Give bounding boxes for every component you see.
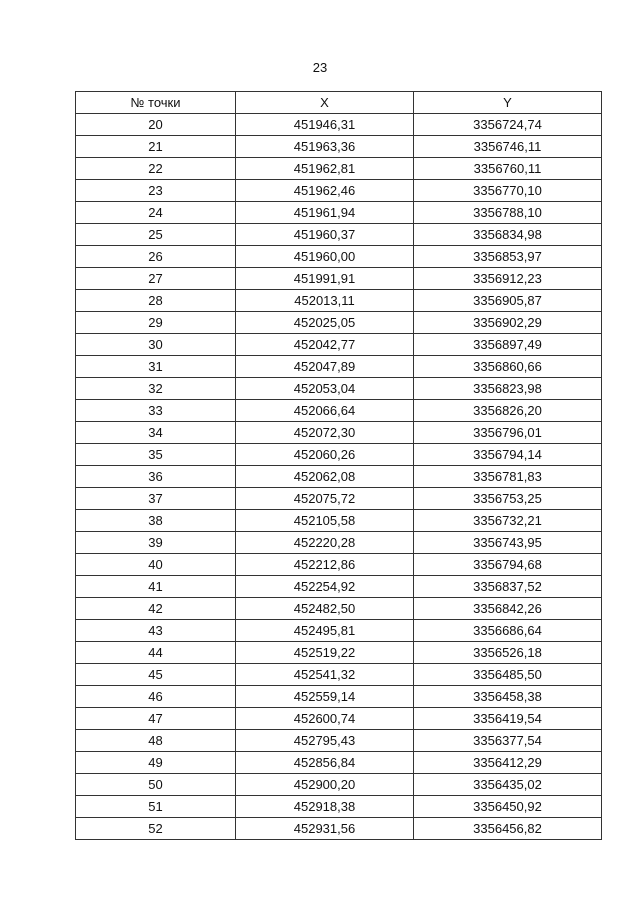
header-point-number: № точки	[76, 92, 236, 114]
cell-x: 452212,86	[236, 554, 414, 576]
cell-x: 452519,22	[236, 642, 414, 664]
cell-point-number: 26	[76, 246, 236, 268]
table-row	[76, 576, 602, 598]
cell-x: 452053,04	[236, 378, 414, 400]
cell-point-number: 33	[76, 400, 236, 422]
cell-point-number: 36	[76, 466, 236, 488]
cell-y: 3356912,23	[414, 268, 602, 290]
cell-point-number: 25	[76, 224, 236, 246]
cell-point-number: 23	[76, 180, 236, 202]
cell-y: 3356794,14	[414, 444, 602, 466]
table-row	[76, 598, 602, 620]
table-row	[76, 466, 602, 488]
table-header-row	[76, 92, 602, 114]
cell-point-number: 20	[76, 114, 236, 136]
table-row	[76, 532, 602, 554]
cell-x: 451946,31	[236, 114, 414, 136]
table-row	[76, 202, 602, 224]
cell-y: 3356419,54	[414, 708, 602, 730]
cell-y: 3356485,50	[414, 664, 602, 686]
cell-y: 3356897,49	[414, 334, 602, 356]
table-row	[76, 158, 602, 180]
cell-point-number: 51	[76, 796, 236, 818]
cell-x: 451961,94	[236, 202, 414, 224]
table-row	[76, 774, 602, 796]
cell-x: 452013,11	[236, 290, 414, 312]
cell-y: 3356412,29	[414, 752, 602, 774]
cell-point-number: 22	[76, 158, 236, 180]
table-row	[76, 796, 602, 818]
cell-point-number: 34	[76, 422, 236, 444]
cell-x: 452062,08	[236, 466, 414, 488]
cell-point-number: 24	[76, 202, 236, 224]
table-row	[76, 356, 602, 378]
page-number: 23	[312, 60, 328, 75]
cell-y: 3356796,01	[414, 422, 602, 444]
cell-point-number: 35	[76, 444, 236, 466]
cell-x: 452060,26	[236, 444, 414, 466]
cell-point-number: 27	[76, 268, 236, 290]
cell-y: 3356770,10	[414, 180, 602, 202]
cell-x: 452025,05	[236, 312, 414, 334]
cell-y: 3356853,97	[414, 246, 602, 268]
cell-x: 452105,58	[236, 510, 414, 532]
cell-point-number: 50	[76, 774, 236, 796]
table-row	[76, 312, 602, 334]
table-row	[76, 400, 602, 422]
cell-y: 3356377,54	[414, 730, 602, 752]
table-row	[76, 730, 602, 752]
table-body	[76, 114, 602, 840]
table-row	[76, 334, 602, 356]
cell-x: 452541,32	[236, 664, 414, 686]
cell-x: 452495,81	[236, 620, 414, 642]
cell-y: 3356732,21	[414, 510, 602, 532]
table-row	[76, 554, 602, 576]
cell-y: 3356760,11	[414, 158, 602, 180]
cell-y: 3356753,25	[414, 488, 602, 510]
cell-x: 452220,28	[236, 532, 414, 554]
cell-x: 451960,00	[236, 246, 414, 268]
cell-point-number: 45	[76, 664, 236, 686]
cell-point-number: 39	[76, 532, 236, 554]
table-row	[76, 664, 602, 686]
cell-point-number: 44	[76, 642, 236, 664]
cell-x: 452047,89	[236, 356, 414, 378]
table-row	[76, 136, 602, 158]
cell-y: 3356860,66	[414, 356, 602, 378]
table-row	[76, 114, 602, 136]
cell-x: 452254,92	[236, 576, 414, 598]
cell-x: 452072,30	[236, 422, 414, 444]
cell-y: 3356526,18	[414, 642, 602, 664]
table-row	[76, 708, 602, 730]
cell-y: 3356902,29	[414, 312, 602, 334]
cell-x: 451962,46	[236, 180, 414, 202]
cell-y: 3356435,02	[414, 774, 602, 796]
cell-y: 3356458,38	[414, 686, 602, 708]
cell-x: 452066,64	[236, 400, 414, 422]
table-row	[76, 444, 602, 466]
cell-y: 3356834,98	[414, 224, 602, 246]
cell-point-number: 28	[76, 290, 236, 312]
cell-point-number: 46	[76, 686, 236, 708]
table-row	[76, 510, 602, 532]
cell-point-number: 29	[76, 312, 236, 334]
cell-point-number: 52	[76, 818, 236, 840]
cell-x: 452918,38	[236, 796, 414, 818]
table-row	[76, 642, 602, 664]
cell-y: 3356842,26	[414, 598, 602, 620]
cell-y: 3356837,52	[414, 576, 602, 598]
cell-point-number: 30	[76, 334, 236, 356]
cell-point-number: 47	[76, 708, 236, 730]
cell-point-number: 31	[76, 356, 236, 378]
cell-y: 3356826,20	[414, 400, 602, 422]
cell-x: 452900,20	[236, 774, 414, 796]
cell-point-number: 32	[76, 378, 236, 400]
table-row	[76, 224, 602, 246]
cell-x: 452042,77	[236, 334, 414, 356]
cell-x: 451960,37	[236, 224, 414, 246]
table-row	[76, 620, 602, 642]
table-row	[76, 488, 602, 510]
cell-x: 452075,72	[236, 488, 414, 510]
cell-x: 452559,14	[236, 686, 414, 708]
cell-y: 3356781,83	[414, 466, 602, 488]
table-row	[76, 268, 602, 290]
cell-y: 3356456,82	[414, 818, 602, 840]
table-row	[76, 818, 602, 840]
cell-point-number: 42	[76, 598, 236, 620]
table-row	[76, 180, 602, 202]
cell-point-number: 40	[76, 554, 236, 576]
header-x: X	[236, 92, 414, 114]
cell-y: 3356686,64	[414, 620, 602, 642]
cell-x: 452482,50	[236, 598, 414, 620]
cell-point-number: 38	[76, 510, 236, 532]
cell-y: 3356743,95	[414, 532, 602, 554]
cell-y: 3356788,10	[414, 202, 602, 224]
table-row	[76, 290, 602, 312]
cell-y: 3356823,98	[414, 378, 602, 400]
header-y: Y	[414, 92, 602, 114]
cell-x: 452795,43	[236, 730, 414, 752]
cell-point-number: 49	[76, 752, 236, 774]
cell-x: 451991,91	[236, 268, 414, 290]
coordinates-table	[75, 91, 602, 840]
table-row	[76, 686, 602, 708]
cell-x: 451962,81	[236, 158, 414, 180]
cell-x: 452600,74	[236, 708, 414, 730]
cell-y: 3356794,68	[414, 554, 602, 576]
cell-x: 452931,56	[236, 818, 414, 840]
table-row	[76, 752, 602, 774]
cell-y: 3356724,74	[414, 114, 602, 136]
cell-y: 3356746,11	[414, 136, 602, 158]
table-row	[76, 246, 602, 268]
table-row	[76, 378, 602, 400]
cell-point-number: 43	[76, 620, 236, 642]
table-row	[76, 422, 602, 444]
cell-point-number: 48	[76, 730, 236, 752]
cell-x: 452856,84	[236, 752, 414, 774]
cell-point-number: 37	[76, 488, 236, 510]
cell-y: 3356450,92	[414, 796, 602, 818]
cell-point-number: 21	[76, 136, 236, 158]
cell-x: 451963,36	[236, 136, 414, 158]
cell-y: 3356905,87	[414, 290, 602, 312]
cell-point-number: 41	[76, 576, 236, 598]
